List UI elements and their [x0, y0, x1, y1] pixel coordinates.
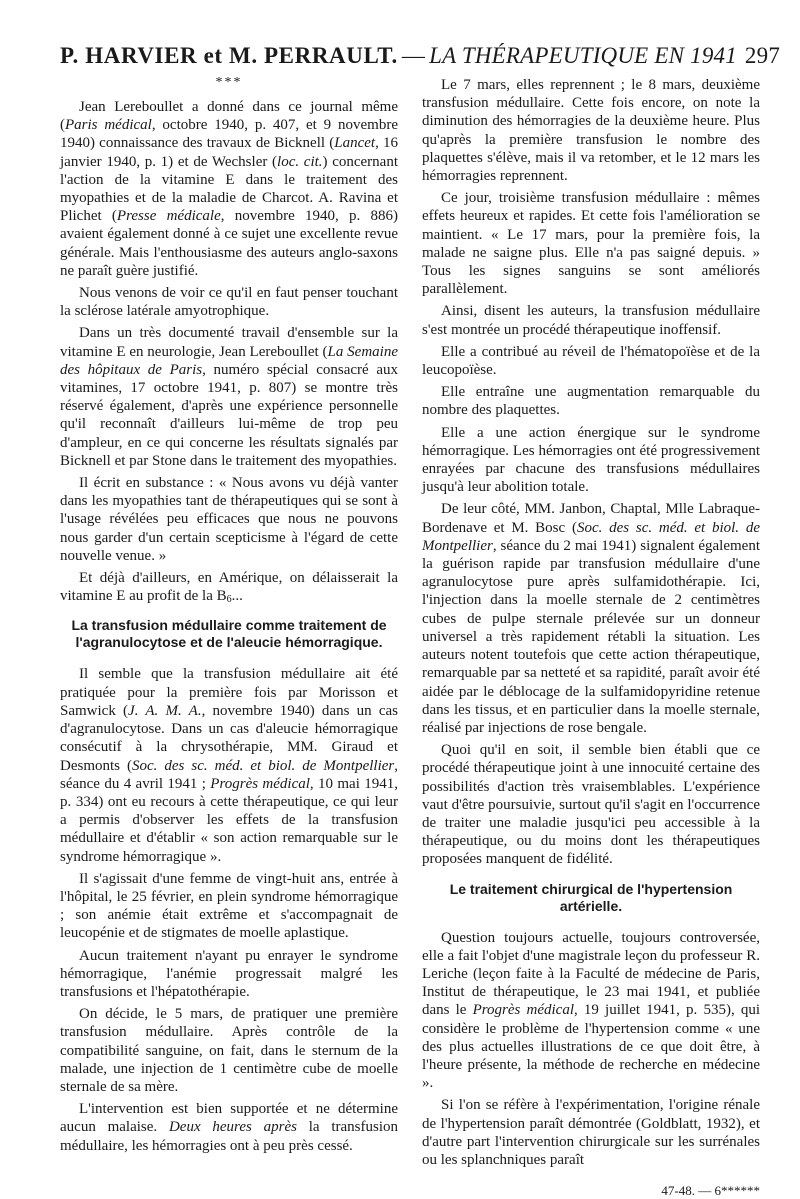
- header-running-title: LA THÉRAPEUTIQUE EN 1941: [429, 43, 737, 68]
- paragraph: Et déjà d'ailleurs, en Amérique, on délaisserait la vitamine E au profit de la $B_6$...: [60, 570, 398, 606]
- paragraph: Il s'agissait d'une femme de vingt-huit ans, entrée à l'hôpital, le 25 février, en plein syndrome hémorragique ; son anémie était extrême et s'accompagnait de leucopénie et de stigmates de moelle aplastique.: [60, 870, 398, 942]
- paragraph: De leur côté, MM. Janbon, Chaptal, Mlle Labraque-Bordenave et M. Bosc (Soc. des sc. méd. et biol. de Montpellier, séance du 2 mai 1941) signalent également la guérison rapide par transfusion médullaire d'une agranulocytose pure après sulfamidothérapie. Ici, l'injection dans la moelle sternale de 2 centimètres cubes de pulpe sternale prélevée sur un donneur universel a très rapidement rétabli la situation. Les auteurs notent toutefois que cette action thérapeutique, remarquable par sa netteté et sa rapidité, paraît avoir été aidée par le déblocage de la sulfamidopyridine retenue dans les tissus, et en particulier dans la moelle sternale, réalisé par injections de rose bengale.: [422, 501, 760, 736]
- paragraph: Ce jour, troisième transfusion médullaire : mêmes effets heureux et rapides. Et cette fois l'amélioration se maintient. « Le 17 mars, pour la première fois, la malade ne saigne plus. Elle n'a pas saigné depuis. » Tous les signes sanguins se sont améliorés parallèlement.: [422, 190, 760, 298]
- left-paragraphs: [60, 98, 398, 605]
- left-column: [60, 76, 398, 1199]
- italic-text: Progrès médical: [210, 775, 310, 792]
- paragraph: Jean Lereboullet a donné dans ce journal même (Paris médical, octobre 1940, p. 407, et 9 novembre 1940) connaissance des travaux de Bicknell (Lancet, 16 janvier 1940, p. 1) et de Wechsler (loc. cit.) concernant l'action de la vitamine E dans le traitement des myopathies et de la maladie de Charcot. A. Ravina et Plichet (Presse médicale, novembre 1940, p. 886) avaient également donné à ce sujet une excellente revue générale. Mais l'enthousiasme des auteurs anglo-saxons ne paraît guère justifié.: [60, 99, 399, 279]
- italic-text: Progrès médical: [472, 1002, 575, 1019]
- subscript: 6: [226, 594, 232, 606]
- right-column: [422, 76, 760, 1199]
- paragraph: Il semble que la transfusion médullaire ait été pratiquée pour la première fois par Morisson et Samwick (J. A. M. A., novembre 1940) dans un cas d'agranulocytose. Dans un cas d'aleucie hémorragique consécutif à la chrysothérapie, MM. Giraud et Desmonts (Soc. des sc. méd. et biol. de Montpellier, séance du 4 avril 1941 ; Progrès médical, 10 mai 1941, p. 334) ont eu recours à cette thérapeutique, ce qui leur a permis d'observer les effets de la transfusion médullaire et d'établir « son action remarquable sur le syndrome hémorragique ».: [60, 666, 398, 865]
- paragraph: Ainsi, disent les auteurs, la transfusion médullaire s'est montrée un procédé thérapeutique inoffensif.: [422, 303, 760, 338]
- header-authors: P. HARVIER et M. PERRAULT.: [60, 43, 398, 68]
- paragraph: On décide, le 5 mars, de pratiquer une première transfusion médullaire. Après contrôle de la compatibilité sanguine, on fait, dans le sternum de la malade, une injection de 1 centimètre cube de moelle sternale de sa mère.: [60, 1006, 398, 1095]
- paragraph: Il écrit en substance : « Nous avons vu déjà vanter dans les myopathies tant de thérapeutiques qui se sont à l'usage révélées peu efficaces que nous ne pouvons nous garder d'un certain scepticisme à l'égard de cette nouvelle venue. »: [60, 475, 398, 564]
- paragraph: Question toujours actuelle, toujours controversée, elle a fait l'objet d'une magistrale leçon du professeur R. Leriche (leçon faite à la Faculté de médecine de Paris, Institut de thérapeutique, le 23 mai 1941, et publiée dans le Progrès médical, 19 juillet 1941, p. 535), qui considère le problème de l'hypertension comme « une des plus actuelles illustrations de ce que doit être, à l'heure présente, la méthode de recherche en médecine ».: [422, 929, 760, 1092]
- signature-footer: 47-48. — 6******: [661, 1183, 760, 1199]
- italic-text: J. A. M. A.: [128, 702, 202, 719]
- italic-text: Deux heures après: [168, 1119, 297, 1136]
- paragraph: L'intervention est bien supportée et ne détermine aucun malaise. Deux heures après la transfusion médullaire, les hémorragies ont à peu près cessé.: [60, 1101, 398, 1154]
- paragraph: Le 7 mars, elles reprennent ; le 8 mars, deuxième transfusion médullaire. Cette fois encore, on note la diminution des hémorragies de la deuxième heure. Plus qu'après la première transfusion le nombre des plaquettes s'élève, mais il va retomber, et le 12 mars les hémorragies reprennent.: [422, 77, 760, 185]
- italic-text: Lancet: [334, 135, 376, 152]
- paragraph: Si l'on se réfère à l'expérimentation, l'origine rénale de l'hypertension paraît démontrée (Goldblatt, 1932), et d'autre part l'intervention chirurgicale sur les surrénales ou les splanchniques paraît: [422, 1097, 760, 1168]
- italic-text: Paris médical: [65, 117, 152, 134]
- paragraph: Aucun traitement n'ayant pu enrayer le syndrome hémorragique, l'anémie progressait malgré les transfusions et l'hépatothérapie.: [60, 947, 398, 1000]
- running-header: [60, 42, 781, 70]
- italic-text: loc. cit.: [277, 153, 323, 170]
- right-paragraphs-2: [422, 929, 760, 1170]
- two-column-body: [60, 76, 760, 1199]
- header-separator: —: [401, 43, 426, 68]
- section-title-hypertension: Le traitement chirurgical de l'hypertension artérielle.: [449, 880, 733, 914]
- italic-text: La Semaine des hôpitaux de Paris: [60, 343, 398, 378]
- italic-text: Soc. des sc. méd. et biol. de Montpellier: [422, 519, 760, 554]
- italic-text: Presse médicale: [116, 208, 221, 225]
- paragraph: Dans un très documenté travail d'ensemble sur la vitamine E en neurologie, Jean Lereboullet (La Semaine des hôpitaux de Paris, numéro spécial consacré aux vitamines, 17 octobre 1941, p. 807) se montre très réservé également, d'après une expérience personnelle qu'il reconnaît d'ailleurs lui-même de trop peu d'ampleur, en ce qui concerne les résultats signalés par Bicknell et par Stone dans le traitement des myopathies.: [60, 325, 399, 469]
- paragraph: Elle a une action énergique sur le syndrome hémorragique. Les hémorragies ont été progressivement enrayées par chacune des transfusions médullaires jusqu'à leur abolition totale.: [422, 424, 760, 496]
- right-paragraphs: [422, 76, 760, 869]
- paragraph: Nous venons de voir ce qu'il en faut penser touchant la sclérose latérale amyotrophique.: [60, 285, 398, 320]
- paragraph: Elle entraîne une augmentation remarquable du nombre des plaquettes.: [422, 384, 760, 419]
- asterism-divider: ***: [215, 75, 243, 90]
- italic-text: Soc. des sc. méd. et biol. de Montpellier: [132, 757, 395, 774]
- section-title-transfusion: La transfusion médullaire comme traitement de l'agranulocytose et de l'aleucie hémorragique.: [71, 617, 387, 651]
- page-number: 297: [744, 43, 781, 68]
- paragraph: Elle a contribué au réveil de l'hématopoïèse et de la leucopoïèse.: [422, 343, 760, 379]
- paragraph: Quoi qu'il en soit, il semble bien établi que ce procédé thérapeutique joint à une innocuité certaine des possibilités d'action très vraisemblables. L'expérience vaut d'être poursuivie, surtout qu'il s'agit en l'occurrence de traiter une maladie jusqu'ici peu accessible à la thérapeutique, ou du moins dont les thérapeutiques proposées manquent de fidélité.: [422, 742, 760, 868]
- left-paragraphs-2: [60, 665, 398, 1154]
